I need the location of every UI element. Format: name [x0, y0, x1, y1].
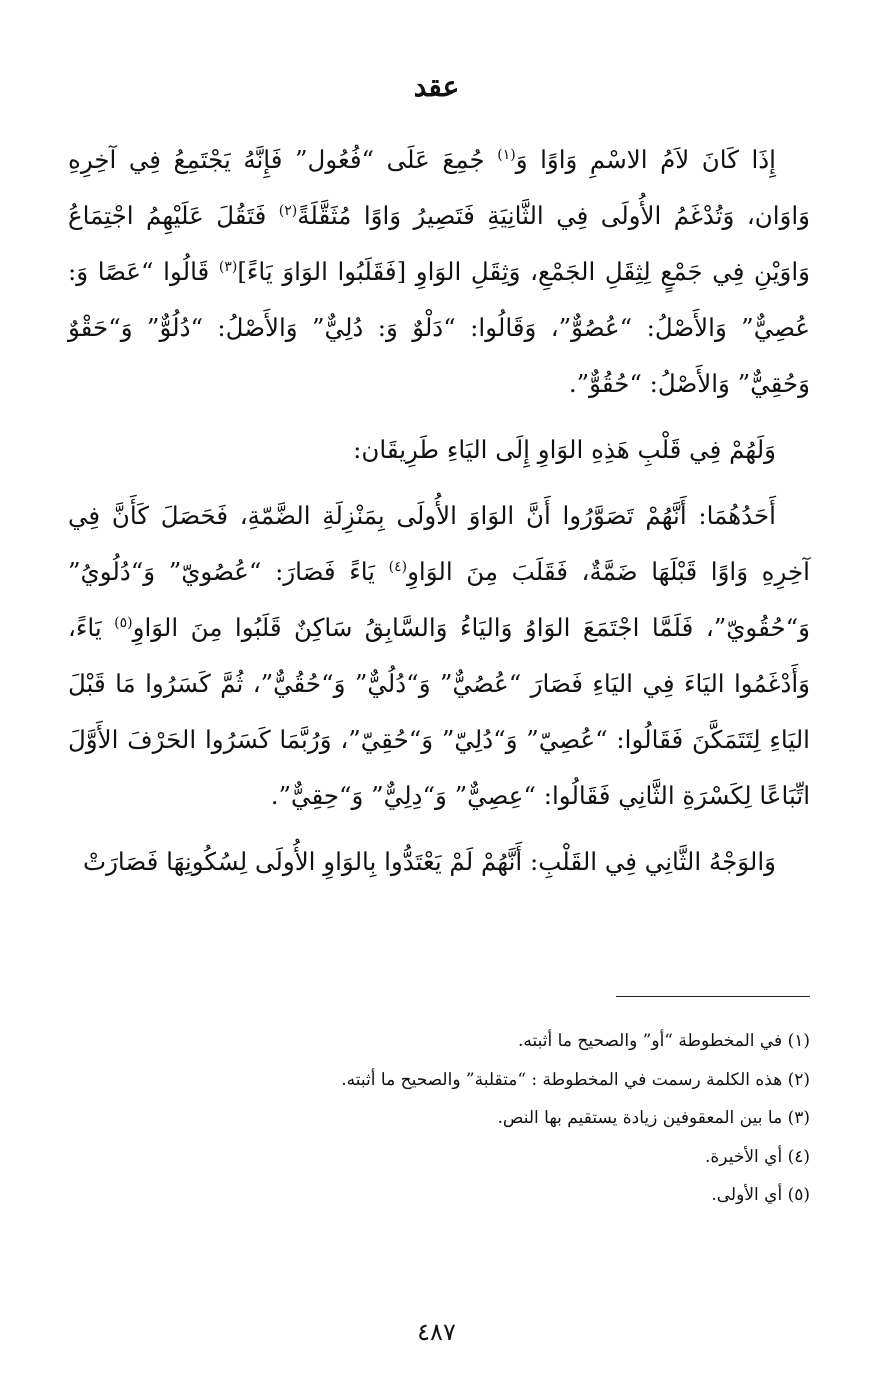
footnote-2: (٢) هذه الكلمة رسمت في المخطوطة : “متقلبة” والصحيح ما أثبته. — [341, 1069, 810, 1090]
footnote-1: (١) في المخطوطة “أو” والصحيح ما أثبته. — [518, 1031, 810, 1051]
footnote-4: (٤) أي الأخيرة. — [705, 1146, 810, 1167]
paragraph-2: وَلَهُمْ فِي قَلْبِ هَذِهِ الوَاوِ إِلَى اليَاءِ طَرِيقَان: — [353, 435, 776, 464]
footnote-marker-3[interactable]: (٣) — [218, 258, 238, 275]
paragraph-3 — [68, 488, 810, 824]
page-number: ٤٨٧ — [417, 1318, 456, 1346]
p3-text-1: أَحَدُهُمَا: أَنَّهُمْ تَصَوَّرُوا أَنَّ الوَاوَ الأُولَى بِمَنْزِلَةِ الضَّمّةِ، فَحَصَلَ كَأَنَّ فِي آخِرِهِ وَاوًا قَبْلَهَا ضَمَّةٌ، فَقَلَبَ مِنَ الوَاوِ — [68, 501, 810, 586]
footnote-marker-2[interactable]: (٢) — [278, 202, 298, 219]
footnote-divider — [616, 996, 810, 997]
main-text — [68, 132, 810, 900]
footnote-3: (٣) ما بين المعقوفين زيادة يستقيم بها النص. — [497, 1108, 810, 1128]
p1-text-2: جُمِعَ عَلَى “فُعُول” فَإِنَّهُ يَجْتَمِعُ فِي آخِرِهِ وَاوَان، وَتُدْغَمُ الأُولَى فِي الثَّانِيَةِ فَتَصِيرُ وَاوًا مُثَقَّلَةً — [68, 145, 810, 230]
footnote-5: (٥) أي الأولى. — [711, 1185, 810, 1205]
paragraph-4: وَالوَجْهُ الثَّانِي فِي القَلْبِ: أَنَّهُمْ لَمْ يَعْتَدُّوا بِالوَاوِ الأُولَى لِسُكُونِهَا فَصَارَتْ — [83, 847, 776, 876]
footnote-marker-5[interactable]: (٥) — [114, 614, 133, 631]
p3-text-2: يَاءً فَصَارَ: “عُصُويّ” وَ“دُلُويُ” وَ“حُقُويّ”، فَلَمَّا اجْتَمَعَ الوَاوُ وَاليَاءُ وَالسَّابِقُ سَاكِنٌ قَلَبُوا مِنَ الوَاوِ — [68, 557, 810, 642]
p1-text-3: فَتَقُلَ عَلَيْهِمُ اجْتِمَاعُ وَاوَيْنِ فِي جَمْعٍ لِثِقَلِ الجَمْعِ، وَثِقَلِ الوَاوِ [فَقَلَبُوا الوَاوَ يَاءً] — [68, 201, 810, 286]
p3-text-3: يَاءً، وَأَدْغَمُوا اليَاءَ فِي اليَاءِ فَصَارَ “عُصُيٌّ” وَ“دُلُيٌّ” وَ“حُقُيٌّ”، ثُمَّ كَسَرُوا مَا قَبْلَ اليَاءِ لِتَتَمَكَّنَ فَقَالُوا: “عُصِيّ” وَ“دُلِيّ” وَ“حُقِيّ”، وَرُبَّمَا كَسَرُوا الحَرْفَ الأَوَّلَ اتِّبَاعًا لِكَسْرَةِ الثَّانِي فَقَالُوا: “عِصِيٌّ” وَ“دِلِيٌّ” وَ“حِقِيٌّ”. — [68, 613, 810, 810]
p1-text-1: إِذَا كَانَ لاَمُ الاسْمِ وَاوًا وَ — [515, 145, 776, 174]
paragraph-1 — [68, 132, 810, 412]
footnotes — [68, 1022, 810, 1215]
footnote-marker-4[interactable]: (٤) — [388, 558, 408, 575]
page-header-title: عقد — [413, 70, 460, 103]
footnote-marker-1[interactable]: (١) — [497, 146, 516, 163]
p1-text-4: قَالُوا “عَصًا وَ: عُصِيٌّ” وَالأَصْلُ: “عُصُوٌّ”، وَقَالُوا: “دَلْوٌ وَ: دُلِيٌّ” وَالأَصْلُ: “دُلُوٌّ” وَ“حَقْوٌ وَحُقِيٌّ” وَالأَصْلُ: “حُقُوٌّ”. — [68, 257, 810, 398]
